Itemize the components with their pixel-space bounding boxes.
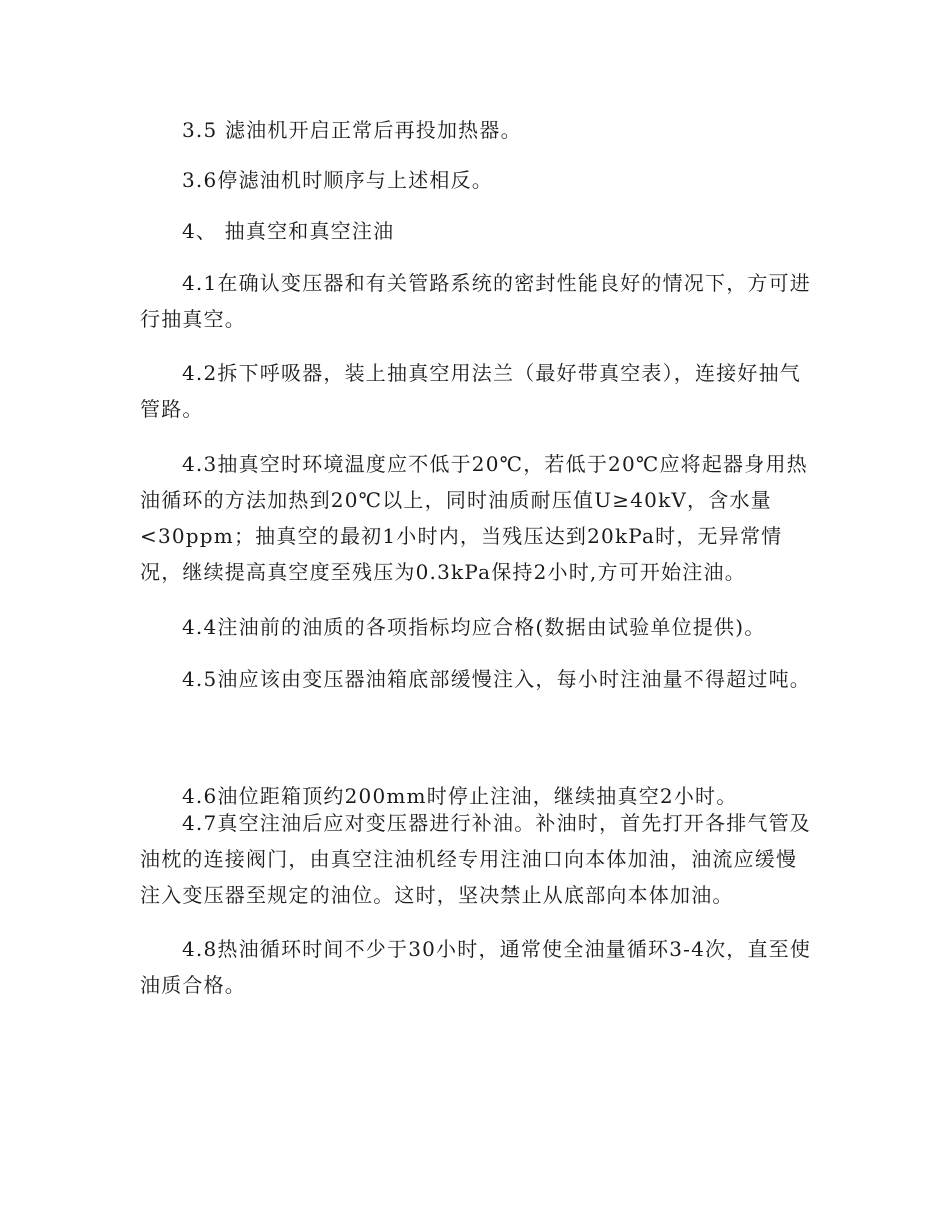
paragraph-3-5: 3.5 滤油机开启正常后再投加热器。 (182, 118, 522, 142)
paragraph-4-1: 4.1在确认变压器和有关管路系统的密封性能良好的情况下，方可进行抽真空。 (140, 271, 812, 331)
paragraph-4-3: 4.3抽真空时环境温度应不低于20℃，若低于20℃应将起器身用热油循环的方法加热到20℃以上，同时油质耐压值U≥40kV，含水量<30ppm；抽真空的最初1小时内，当残压达到20kPa时，无异常情况，继续提高真空度至残压为0.3kPa保持2小时,方可开始注油。 (140, 452, 808, 584)
paragraph-4-6: 4.6油位距箱顶约200mm时停止注油，继续抽真空2小时。 (182, 784, 738, 808)
section-heading-4: 4、 抽真空和真空注油 (182, 219, 395, 243)
paragraph-4-2: 4.2拆下呼吸器，装上抽真空用法兰（最好带真空表），连接好抽气管路。 (140, 361, 802, 421)
paragraph-3-6: 3.6停滤油机时顺序与上述相反。 (182, 168, 494, 192)
paragraph-4-4: 4.4注油前的油质的各项指标均应合格(数据由试验单位提供)。 (182, 615, 766, 639)
paragraph-4-5: 4.5油应该由变压器油箱底部缓慢注入，每小时注油量不得超过吨。 (182, 667, 812, 691)
paragraph-4-8: 4.8热油循环时间不少于30小时，通常使全油量循环3-4次，直至使油质合格。 (140, 937, 812, 997)
paragraph-4-7: 4.7真空注油后应对变压器进行补油。补油时，首先打开各排气管及油枕的连接阀门，由真空注油机经专用注油口向本体加油，油流应缓慢注入变压器至规定的油位。这时，坚决禁止从底部向本体加油。 (140, 811, 812, 907)
